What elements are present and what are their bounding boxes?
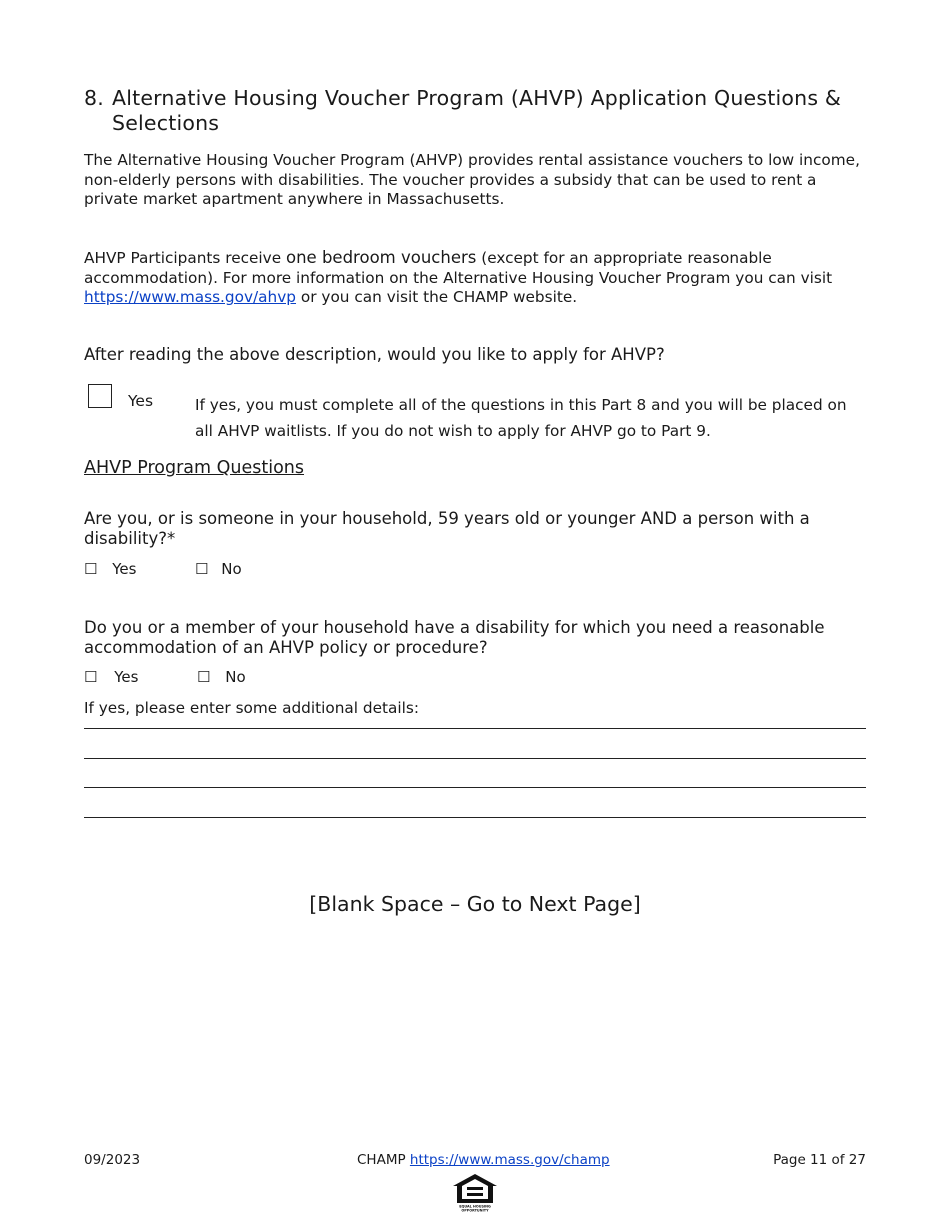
apply-yes-checkbox[interactable] — [88, 384, 112, 408]
q1-yes-label: Yes — [112, 560, 137, 578]
section-heading — [84, 86, 874, 136]
checkbox-icon[interactable]: ☐ — [84, 560, 98, 578]
q2-no-label: No — [225, 668, 246, 686]
q2-yes-label: Yes — [114, 668, 139, 686]
q1-text: Are you, or is someone in your household, 59 years old or younger AND a person with a disability?* — [84, 509, 810, 548]
q2-no-option[interactable] — [197, 668, 246, 686]
details-label: If yes, please enter some additional details: — [84, 699, 420, 717]
participants-text-before: AHVP Participants receive — [84, 249, 286, 267]
footer-page-number: Page 11 of 27 — [773, 1152, 866, 1168]
section-title: Alternative Housing Voucher Program (AHVP) Application Questions & Selections — [112, 86, 842, 135]
checkbox-icon[interactable]: ☐ — [195, 560, 209, 578]
q2-text: Do you or a member of your household have a disability for which you need a reasonable accommodation of an AHVP policy or procedure? — [84, 618, 825, 657]
q1-no-label: No — [221, 560, 242, 578]
equal-housing-logo — [451, 1172, 499, 1212]
details-line[interactable] — [84, 817, 866, 818]
house-icon — [451, 1172, 499, 1212]
apply-note: If yes, you must complete all of the questions in this Part 8 and you will be placed on all AHVP waitlists. If you do not wish to apply for AHVP go to Part 9. — [195, 396, 847, 440]
footer-date: 09/2023 — [84, 1152, 141, 1168]
details-line[interactable] — [84, 728, 866, 729]
details-line[interactable] — [84, 758, 866, 759]
checkbox-icon[interactable]: ☐ — [197, 668, 211, 686]
q1-yes-option[interactable] — [84, 560, 136, 578]
logo-text-line-1: EQUAL HOUSING — [459, 1204, 491, 1209]
blank-space-note: [Blank Space – Go to Next Page] — [309, 892, 641, 916]
participants-paragraph — [84, 248, 874, 308]
participants-text-after: or you can visit the CHAMP website. — [296, 288, 578, 306]
intro-paragraph: The Alternative Housing Voucher Program (AHVP) provides rental assistance vouchers to low income, non-elderly persons with disabilities. The voucher provides a subsidy that can be used to rent a private market apartment anywhere in Massachusetts. — [84, 151, 860, 208]
q1-no-option[interactable] — [195, 560, 242, 578]
ahvp-link[interactable]: https://www.mass.gov/ahvp — [84, 288, 297, 306]
champ-link[interactable]: https://www.mass.gov/champ — [409, 1152, 610, 1168]
apply-question: After reading the above description, would you like to apply for AHVP? — [84, 345, 665, 364]
apply-yes-label: Yes — [128, 392, 154, 410]
q2-yes-option[interactable] — [84, 668, 138, 686]
footer-center — [357, 1152, 610, 1168]
details-line[interactable] — [84, 787, 866, 788]
program-questions-heading: AHVP Program Questions — [84, 458, 305, 478]
participants-text-middle: (except for an appropriate reasonable accommodation). For more information on the Alternative Housing Voucher Program you can visit — [84, 249, 833, 287]
participants-emphasis: one bedroom vouchers — [286, 248, 477, 267]
footer-program: CHAMP — [357, 1152, 406, 1168]
checkbox-icon[interactable]: ☐ — [84, 668, 98, 686]
logo-text-line-2: OPPORTUNITY — [461, 1208, 489, 1212]
section-number: 8. — [84, 86, 104, 110]
